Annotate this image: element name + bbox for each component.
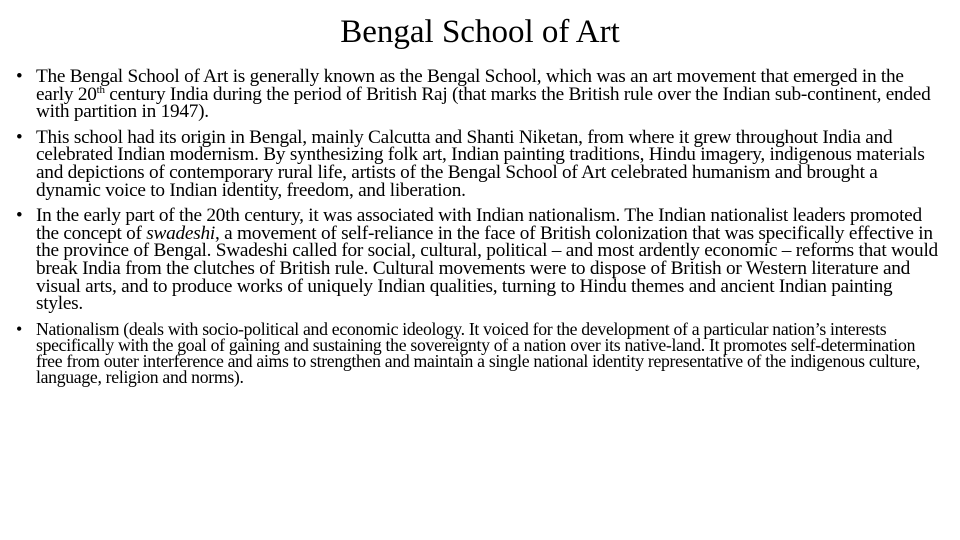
emphasized-term: swadeshi [146, 222, 215, 244]
bullet-text-continued: , a movement of self-reliance in the face of British colonization that was specifically effective in the province of Bengal. Swadeshi called for social, cultural, political – and most ardently economic – reforms that would break India from the clutches of British rule. Cultural movements were to dispose of British or Western literature and visual arts, and to produce works of uniquely Indian qualities, turning to Hindu themes and ancient Indian painting styles. [36, 222, 938, 315]
bullet-marker: • [16, 318, 23, 339]
bullet-marker: • [16, 205, 23, 227]
bullet-item-origin [16, 126, 938, 201]
bullet-item-definition [16, 68, 938, 121]
bullet-item-nationalism-definition [16, 318, 938, 388]
bullet-text: In the early part of the 20th century, it was associated with Indian nationalism. The Indian nationalist leaders promoted the concept of [36, 205, 922, 244]
bullet-text: The Bengal School of Art is generally known as the Bengal School, which was an art movement that emerged in the early 20 [36, 66, 904, 105]
bullet-marker: • [16, 126, 23, 148]
bullet-marker: • [16, 66, 23, 87]
ordinal-superscript: th [96, 83, 105, 96]
bullet-text: This school had its origin in Bengal, mainly Calcutta and Shanti Niketan, from where it grew throughout India and celebrated Indian modernism. By synthesizing folk art, Indian painting traditions, Hindu imagery, indigenous materials and depictions of contemporary rural life, artists of the Bengal School of Art celebrated humanism and brought a dynamic voice to Indian identity, freedom, and liberation. [36, 126, 925, 201]
bullet-text-continued: century India during the period of British Raj (that marks the British rule over the Indian sub-continent, ended with partition in 1947). [36, 83, 931, 123]
slide-title: Bengal School of Art [340, 14, 620, 50]
bullet-list [16, 68, 938, 386]
bullet-text: Nationalism (deals with socio-political and economic ideology. It voiced for the development of a particular nation’s interests specifically with the goal of gaining and sustaining the sovereignty of a nation over its native-land. It promotes self-determination free from outer interference and aims to strengthen and maintain a single national identity representative of the indigenous culture, language, religion and norms). [36, 318, 920, 388]
bullet-item-nationalism-link [16, 207, 938, 313]
